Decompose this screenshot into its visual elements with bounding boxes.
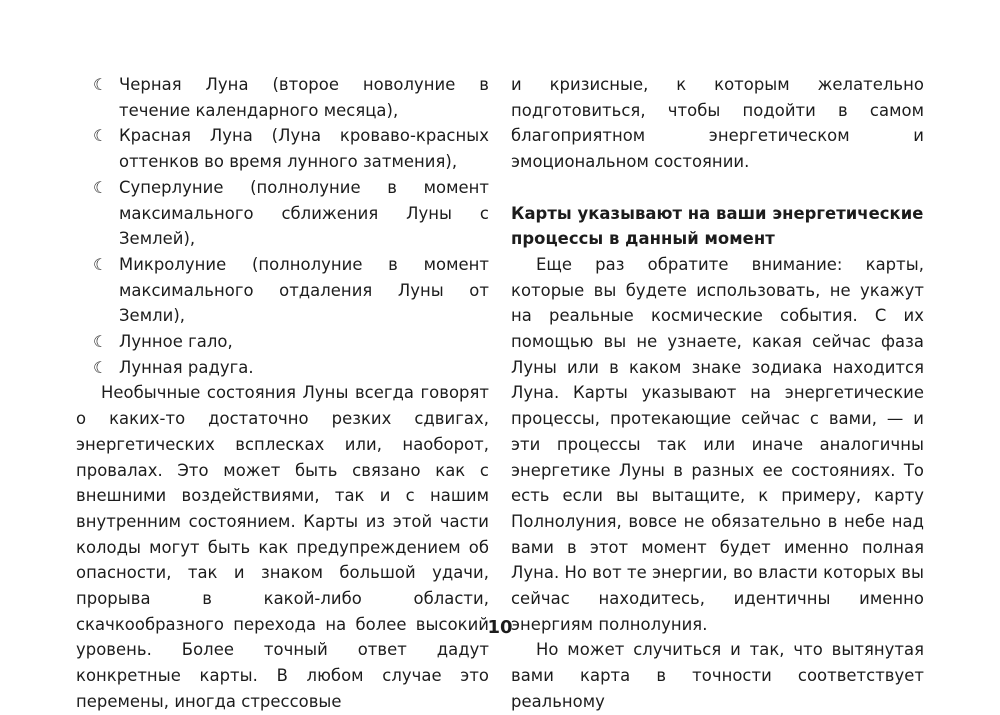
body-paragraph: Необычные состояния Луны всегда говорят о каких-то достаточно резких сдвигах, энергетических всплесках или, наоборот, провалах. Это может быть связано как с внешними воздействиями, так и с нашим внутренним состоянием. Карты из этой части колоды могут быть как предупреждением об опасности, так и знаком большой удачи, прорыва в какой-либо области, скачкообразного перехода на более высокий уровень. Более точный ответ дадут конкретные карты. В любом случае это перемены, иногда стрессовые	[76, 383, 489, 711]
crescent-moon-icon: ☾	[93, 332, 108, 352]
list-item	[76, 252, 489, 329]
list-item-text: Суперлуние (полнолуние в момент максимального сближения Луны с Землей),	[119, 177, 489, 249]
section-heading: Карты указывают на ваши энергетические процессы в данный момент	[511, 203, 924, 249]
crescent-moon-icon: ☾	[93, 177, 108, 197]
crescent-moon-icon: ☾	[93, 357, 108, 377]
crescent-moon-icon: ☾	[93, 75, 108, 94]
list-item	[76, 72, 489, 123]
continued-paragraph: и кризисные, к которым желательно подготовиться, чтобы подойти в самом благоприятном энергетическом и эмоциональном состоянии.	[511, 75, 924, 172]
list-item	[76, 175, 489, 252]
list-item-text: Лунное гало,	[119, 332, 233, 352]
list-item-text: Черная Луна (второе новолуние в течение календарного месяца),	[119, 75, 489, 120]
list-item	[76, 329, 489, 355]
list-item-text: Микролуние (полнолуние в момент максимального отдаления Луны от Земли),	[119, 254, 489, 326]
body-paragraph: Но может случиться и так, что вытянутая вами карта в точности соответствует реальному	[511, 640, 924, 711]
list-item-text: Красная Луна (Луна кроваво-красных оттенков во время лунного затмения),	[119, 126, 489, 172]
crescent-moon-icon: ☾	[93, 254, 108, 274]
list-item-text: Лунная радуга.	[119, 357, 254, 377]
list-item	[76, 355, 489, 381]
crescent-moon-icon: ☾	[93, 126, 108, 146]
body-paragraph: Еще раз обратите внимание: карты, которые вы будете использовать, не укажут на реальные космические события. С их помощью вы не узнаете, какая сейчас фаза Луны или в каком знаке зодиака находится Луна. Карты указывают на энергетические процессы, протекающие сейчас с вами, — и эти процессы так или иначе аналогичны энергетике Луны в разных ее состояниях. То есть если вы вытащите, к примеру, карту Полнолуния, вовсе не обязательно в небе над вами в этот момент будет именно полная Луна. Но вот те энергии, во власти которых вы сейчас находитесь, идентичны именно энергиям полнолуния.	[511, 254, 924, 634]
list-item	[76, 123, 489, 174]
page-number: 10	[487, 617, 513, 638]
